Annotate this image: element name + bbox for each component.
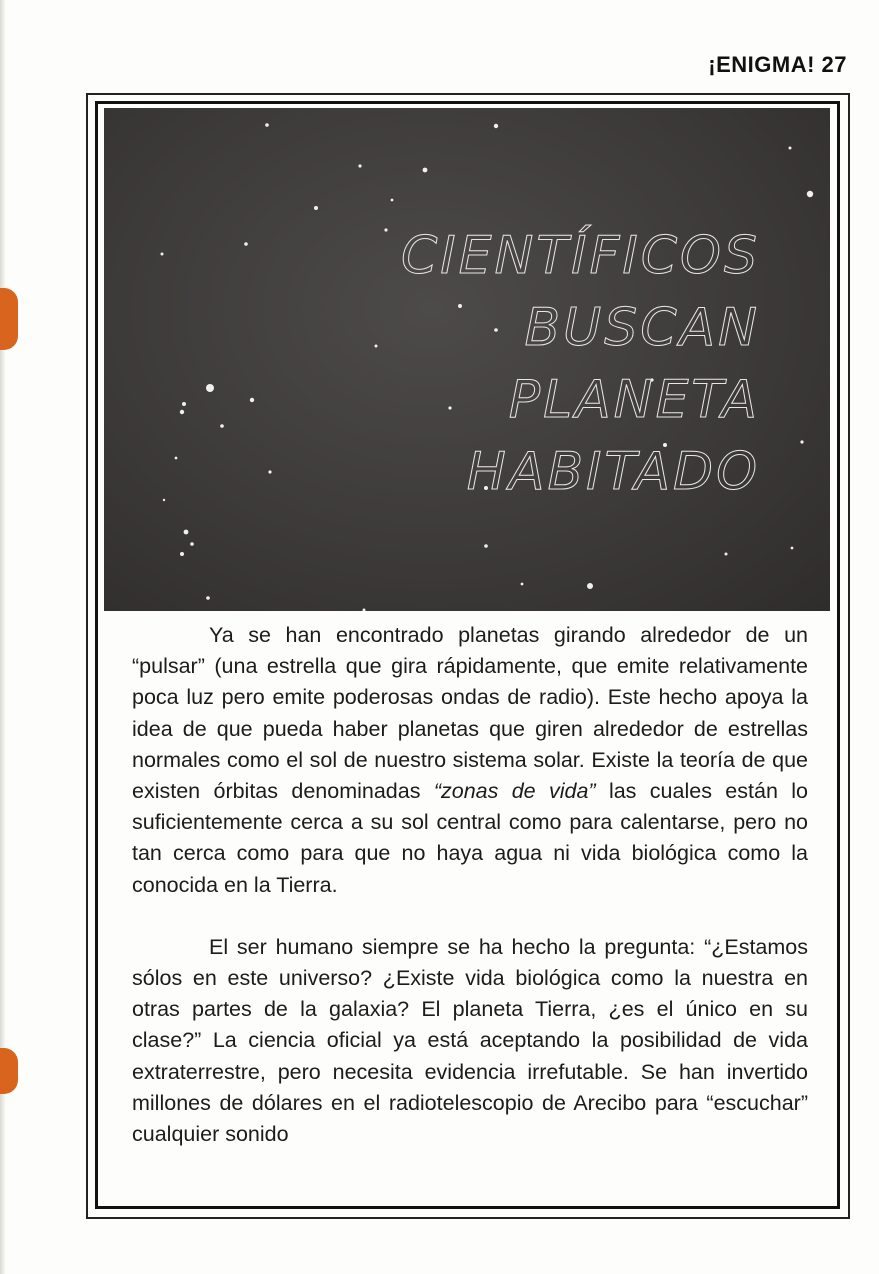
orange-tab-marker bbox=[0, 288, 18, 350]
star bbox=[206, 384, 214, 392]
star bbox=[484, 544, 488, 548]
headline-line: BUSCAN bbox=[524, 298, 760, 358]
star bbox=[180, 552, 184, 556]
star bbox=[494, 124, 498, 128]
star bbox=[268, 470, 271, 473]
page-header: ¡ENIGMA! 27 bbox=[708, 52, 847, 77]
star bbox=[163, 499, 165, 501]
star bbox=[363, 609, 366, 612]
headline-line: CIENTÍFICOS bbox=[401, 226, 760, 286]
star bbox=[184, 530, 189, 535]
star bbox=[175, 457, 178, 460]
headline-line: HABITADO bbox=[466, 442, 760, 502]
headline bbox=[340, 226, 760, 518]
star bbox=[244, 242, 248, 246]
star bbox=[521, 583, 524, 586]
star bbox=[791, 547, 794, 550]
starfield-image bbox=[104, 108, 830, 611]
orange-tab-marker bbox=[0, 1048, 18, 1094]
star bbox=[206, 596, 210, 600]
star bbox=[190, 542, 194, 546]
star bbox=[358, 164, 361, 167]
star bbox=[789, 147, 792, 150]
star bbox=[800, 440, 803, 443]
star bbox=[182, 402, 186, 406]
star bbox=[180, 410, 184, 414]
star bbox=[423, 168, 428, 173]
star bbox=[725, 553, 728, 556]
star bbox=[807, 191, 813, 197]
star bbox=[220, 424, 224, 428]
star bbox=[265, 123, 269, 127]
star bbox=[314, 206, 318, 210]
star bbox=[161, 253, 164, 256]
paragraph-text: Ya se han encontrado planetas girando alrededor de un “pulsar” (una estrella que gira rápidamente, que emite relativamente poca luz pero emite poderosas ondas de radio). Este hecho apoya la idea de que pueda haber planetas que giren alrededor de estrellas normales como el sol de nuestro sistema solar. Existe la teoría de que existen órbitas denominadas bbox=[132, 623, 808, 804]
headline-line: PLANETA bbox=[508, 370, 760, 430]
paragraph: El ser humano siempre se ha hecho la pregunta: “¿Estamos sólos en este universo? ¿Existe vida biológica como la nuestra en otras partes de la galaxia? El planeta Tierra, ¿es el único en su clase?” La ciencia oficial ya está aceptando la posibilidad de vida extraterrestre, pero necesita evidencia irrefutable. Se han invertido millones de dólares en el radiotelescopio de Arecibo para “escuchar” cualquier sonido bbox=[132, 934, 808, 1147]
paragraph-text: las cuales están lo suficientemente cerca a su sol central como para calentarse, pero no tan cerca como para que no haya agua ni vida biológica como la conocida en la Tierra. bbox=[132, 779, 808, 897]
emphasis-text: “zonas de vida” bbox=[433, 779, 596, 804]
star bbox=[250, 398, 254, 402]
article-body bbox=[132, 620, 808, 1181]
star bbox=[587, 583, 593, 589]
star bbox=[391, 199, 394, 202]
paragraph bbox=[132, 620, 808, 901]
